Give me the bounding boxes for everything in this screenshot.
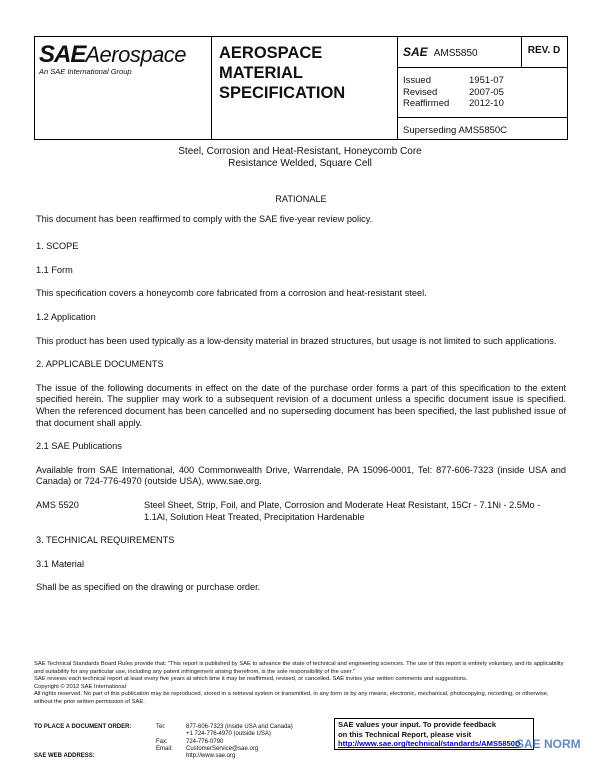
feedback-text: SAE values your input. To provide feedback <box>338 720 497 729</box>
tel-value: +1 724-776-4970 (outside USA) <box>186 731 271 738</box>
subject-line: Resistance Welded, Square Cell <box>228 158 372 169</box>
footer-text: All rights reserved. No part of this publication may be reproduced, stored in a retrieval system or transmitted, in any form or by any means, electronic, mechanical, photocopying, recording, or otherwise, without the prior written permission of SAE. <box>34 691 549 705</box>
web-label: SAE WEB ADDRESS: <box>34 753 95 760</box>
footer-text: SAE reviews each technical report at least every five years at which time it may be reaffirmed, revised, or cancelled. SAE invites your written comments and suggestions. <box>34 676 468 683</box>
section-heading: 1. SCOPE <box>36 241 79 252</box>
title-line: SPECIFICATION <box>219 84 346 102</box>
web-link[interactable]: http://www.sae.org <box>186 753 236 760</box>
header-divider <box>211 37 212 139</box>
feedback-link[interactable]: http://www.sae.org/technical/standards/AMS5850D <box>338 739 521 749</box>
paragraph: Available from SAE International, 400 Commonwealth Drive, Warrendale, PA 15096-0001, Tel: 877-606-7323 (inside USA and Canada) or 724-776-4970 (outside USA), www.sae.org. <box>36 464 566 487</box>
reference-code: AMS 5520 <box>36 499 79 510</box>
superseding-note: Superseding AMS5850C <box>403 125 508 136</box>
feedback-box <box>334 718 534 750</box>
rationale-heading: RATIONALE <box>275 194 327 204</box>
paragraph: Shall be as specified on the drawing or purchase order. <box>36 582 261 593</box>
header-divider <box>397 117 567 118</box>
legal-footer <box>34 661 566 707</box>
logo-group: An SAE International Group <box>39 67 132 76</box>
sae-norm-watermark: SAE NORM <box>516 737 581 751</box>
doc-type-title <box>219 43 399 103</box>
header-box <box>34 36 568 140</box>
section-heading: 3. TECHNICAL REQUIREMENTS <box>36 535 175 546</box>
subject-line: Steel, Corrosion and Heat-Resistant, Honeycomb Core <box>178 146 422 157</box>
header-divider <box>521 37 522 67</box>
order-contact <box>34 724 293 760</box>
document-number <box>403 45 478 59</box>
subsection-heading: 2.1 SAE Publications <box>36 441 122 452</box>
rationale-text: This document has been reaffirmed to comply with the SAE five-year review policy. <box>36 213 373 224</box>
section-heading: 2. APPLICABLE DOCUMENTS <box>36 359 164 370</box>
reference-title: Steel Sheet, Strip, Foil, and Plate, Corrosion and Moderate Heat Resistant, 15Cr - 7.1Ni - 2.5Mo - 1.1Al, Solution Heat Treated, Precipitation Hardenable <box>144 499 541 522</box>
title-line: MATERIAL <box>219 64 304 82</box>
subsection-heading: 3.1 Material <box>36 558 85 569</box>
logo-aerospace: Aerospace <box>85 42 187 67</box>
paragraph: This product has been used typically as a low-density material in brazed structures, but usage is not limited to such applications. <box>36 335 557 346</box>
paragraph: This specification covers a honeycomb core fabricated from a corrosion and heat-resistant steel. <box>36 288 427 299</box>
fax-label: Fax: <box>156 738 168 745</box>
tel-value: 877-606-7323 (inside USA and Canada) <box>186 724 293 730</box>
document-body <box>36 194 566 594</box>
document-subject <box>34 146 566 170</box>
subsection-heading: 1.1 Form <box>36 264 73 275</box>
fax-value: 724-776-0790 <box>186 738 224 745</box>
issue-dates <box>403 75 504 110</box>
doc-brand: SAE <box>403 45 428 59</box>
tel-label: Tel: <box>156 724 166 730</box>
date-row <box>403 98 504 110</box>
sae-aerospace-logo <box>39 41 195 76</box>
date-label: Issued <box>403 75 431 86</box>
logo-sae: SAE <box>39 41 86 68</box>
date-row <box>403 75 504 87</box>
copyright: Copyright © 2012 SAE International <box>34 683 126 690</box>
header-divider <box>397 67 567 68</box>
footer-text: SAE Technical Standards Board Rules provide that: "This report is published by SAE to advance the state of technical and engineering sciences. The use of this report is entirely voluntary, and its applicability and suitability for any particular use, including any patent infringement arising therefrom, is the sole responsibility of the user." <box>34 661 564 675</box>
paragraph: The issue of the following documents in effect on the date of the purchase order forms a part of this specification to the extent specified herein. The supplier may work to a subsequent revision of a document unless a specific document issue is specified. When the referenced document has been cancelled and no superseding document has been specified, the last published issue of that document shall apply. <box>36 382 566 428</box>
email-label: Email: <box>156 745 173 752</box>
date-label: Revised <box>403 86 438 98</box>
doc-number: AMS5850 <box>433 48 478 59</box>
revision-label: REV. D <box>527 45 561 56</box>
subsection-heading: 1.2 Application <box>36 311 96 322</box>
title-line: AEROSPACE <box>219 44 323 62</box>
date-row <box>403 87 504 99</box>
date-value: 1951-07 <box>469 75 504 86</box>
reference-entry <box>36 500 566 523</box>
email-link[interactable]: CustomerService@sae.org <box>186 745 259 752</box>
order-label: TO PLACE A DOCUMENT ORDER: <box>34 724 132 730</box>
date-label: Reaffirmed <box>403 98 450 109</box>
feedback-text: on this Technical Report, please visit <box>338 729 472 739</box>
date-value: 2007-05 <box>469 86 504 98</box>
date-value: 2012-10 <box>469 98 504 109</box>
